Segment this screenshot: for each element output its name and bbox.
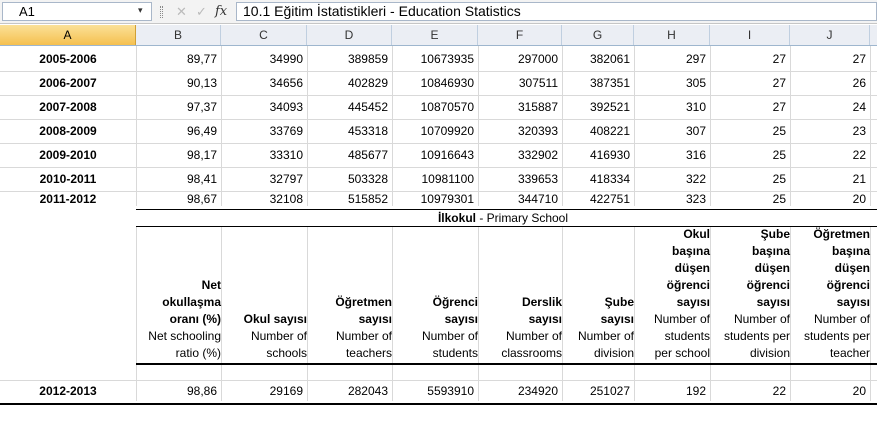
table-bottom-rule	[0, 403, 877, 405]
column-header-h[interactable]: H	[634, 25, 710, 45]
header-tr: Şube	[604, 295, 634, 309]
formula-bar	[0, 0, 877, 24]
cell-c[interactable]: 34093	[269, 100, 303, 114]
cell-j[interactable]: 27	[852, 52, 866, 66]
table-row	[0, 191, 877, 208]
cell-g[interactable]: 408221	[589, 124, 630, 138]
column-header-c[interactable]: C	[221, 25, 307, 45]
cell-e[interactable]: 10870570	[420, 100, 474, 114]
section-title-bold: İlkokul	[437, 211, 476, 225]
column-headers	[0, 25, 877, 46]
cell-g[interactable]: 251027	[589, 384, 630, 398]
header-students[interactable]	[392, 226, 478, 362]
cell-c[interactable]: 33769	[269, 124, 303, 138]
section-title-row	[0, 210, 877, 226]
cell-j[interactable]: 20	[852, 384, 866, 398]
cell-i[interactable]: 27	[772, 52, 786, 66]
column-header-a[interactable]: A	[0, 25, 136, 45]
header-en: Number of	[653, 312, 710, 326]
cell-e[interactable]: 10979301	[420, 192, 474, 206]
header-en: per school	[654, 346, 710, 360]
cell-e[interactable]: 10846930	[420, 76, 474, 90]
cell-f[interactable]: 344710	[517, 192, 558, 206]
cell-j[interactable]: 21	[852, 172, 866, 186]
header-tr: Net	[201, 278, 221, 292]
year-cell[interactable]: 2008-2009	[39, 124, 97, 138]
header-en: Net schooling	[148, 329, 221, 343]
header-classrooms[interactable]	[478, 226, 562, 362]
cell-j[interactable]: 24	[852, 100, 866, 114]
section-title[interactable]	[136, 210, 870, 226]
cell-b[interactable]: 98,41	[186, 172, 217, 186]
header-tr: sayısı	[358, 312, 392, 326]
cell-h[interactable]: 316	[685, 148, 706, 162]
header-tr: sayısı	[676, 295, 710, 309]
formula-bar-splitter[interactable]	[160, 6, 163, 18]
header-en: division	[749, 346, 790, 360]
cancel-icon: ✕	[176, 4, 187, 19]
header-tr: düşen	[674, 261, 710, 275]
cell-b[interactable]: 98,17	[186, 148, 217, 162]
column-header-j[interactable]: J	[790, 25, 870, 45]
cell-d[interactable]: 503328	[347, 172, 388, 186]
table-row	[0, 167, 877, 191]
cell-i[interactable]: 25	[772, 124, 786, 138]
cell-g[interactable]: 416930	[589, 148, 630, 162]
cell-d[interactable]: 389859	[347, 52, 388, 66]
cell-d[interactable]: 515852	[347, 192, 388, 206]
header-tr: sayısı	[600, 312, 634, 326]
header-en: division	[593, 346, 634, 360]
header-en: students	[664, 329, 710, 343]
header-tr: sayısı	[528, 312, 562, 326]
header-en: students	[432, 346, 478, 360]
header-tr: öğrenci	[746, 278, 790, 292]
header-tr: başına	[751, 244, 790, 258]
cell-g[interactable]: 422751	[589, 192, 630, 206]
header-tr: sayısı	[444, 312, 478, 326]
cell-b[interactable]: 98,67	[186, 192, 217, 206]
cell-c[interactable]: 34990	[269, 52, 303, 66]
header-tr: Okul	[683, 227, 710, 241]
header-tr: Öğrenci	[432, 295, 478, 309]
cell-h[interactable]: 305	[685, 76, 706, 90]
header-tr: sayısı	[836, 295, 870, 309]
year-cell[interactable]: 2011-2012	[39, 192, 97, 206]
header-tr: Öğretmen	[813, 227, 870, 241]
cell-g[interactable]: 382061	[589, 52, 630, 66]
column-header-d[interactable]: D	[307, 25, 392, 45]
cell-c[interactable]: 32797	[269, 172, 303, 186]
year-cell[interactable]: 2006-2007	[39, 76, 97, 90]
header-students-per-teacher[interactable]	[790, 226, 870, 362]
cell-g[interactable]: 387351	[589, 76, 630, 90]
cell-j[interactable]: 23	[852, 124, 866, 138]
cell-b[interactable]: 97,37	[186, 100, 217, 114]
cell-b[interactable]: 89,77	[186, 52, 217, 66]
cell-e[interactable]: 10709920	[420, 124, 474, 138]
column-header-k[interactable]	[870, 25, 877, 45]
cell-b[interactable]: 90,13	[186, 76, 217, 90]
cell-i[interactable]: 22	[772, 384, 786, 398]
cell-e[interactable]: 10673935	[420, 52, 474, 66]
cell-i[interactable]: 27	[772, 76, 786, 90]
cell-d[interactable]: 453318	[347, 124, 388, 138]
year-cell[interactable]: 2009-2010	[39, 148, 97, 162]
header-en: Number of	[421, 329, 478, 343]
header-en: ratio (%)	[175, 346, 221, 360]
cell-i[interactable]: 25	[772, 192, 786, 206]
cell-c[interactable]: 32108	[269, 192, 303, 206]
header-teachers[interactable]	[307, 226, 392, 362]
header-tr: düşen	[754, 261, 790, 275]
section-title-rest: - Primary School	[475, 211, 569, 225]
cell-i[interactable]: 25	[772, 148, 786, 162]
header-en: classrooms	[501, 346, 562, 360]
cell-g[interactable]: 418334	[589, 172, 630, 186]
header-tr: öğrenci	[666, 278, 710, 292]
cell-j[interactable]: 20	[852, 192, 866, 206]
formula-input[interactable]: 10.1 Eğitim İstatistikleri - Education Statistics	[236, 2, 877, 21]
table-row	[0, 381, 877, 401]
year-cell[interactable]: 2010-2011	[39, 172, 97, 186]
header-en: students per	[803, 329, 870, 343]
year-cell[interactable]: 2007-2008	[39, 100, 97, 114]
cell-i[interactable]: 27	[772, 100, 786, 114]
cell-h[interactable]: 322	[685, 172, 706, 186]
header-tr: düşen	[834, 261, 870, 275]
cell-i[interactable]: 25	[772, 172, 786, 186]
enter-icon: ✓	[196, 4, 207, 19]
name-box[interactable]: A1	[2, 2, 152, 21]
header-en: students per	[723, 329, 790, 343]
header-en: teacher	[829, 346, 870, 360]
header-schools[interactable]	[221, 226, 307, 362]
header-tr: Okul sayısı	[243, 312, 307, 326]
cell-f[interactable]: 315887	[517, 100, 558, 114]
cell-c[interactable]: 34656	[269, 76, 303, 90]
header-bottom-rule	[136, 363, 877, 365]
header-tr: öğrenci	[826, 278, 870, 292]
header-tr: oranı (%)	[169, 312, 221, 326]
column-header-f[interactable]: F	[478, 25, 562, 45]
header-en: Number of	[505, 329, 562, 343]
cell-d[interactable]: 445452	[347, 100, 388, 114]
header-en: Number of	[335, 329, 392, 343]
cell-e[interactable]: 10916643	[420, 148, 474, 162]
table-row	[0, 119, 877, 143]
header-en: schools	[266, 346, 307, 360]
cell-c[interactable]: 29169	[269, 384, 303, 398]
header-en: teachers	[345, 346, 392, 360]
header-tr: sayısı	[756, 295, 790, 309]
header-tr: başına	[831, 244, 870, 258]
cell-f[interactable]: 320393	[517, 124, 558, 138]
cell-h[interactable]: 310	[685, 100, 706, 114]
cell-g[interactable]: 392521	[589, 100, 630, 114]
cell-h[interactable]: 323	[685, 192, 706, 206]
header-en: Number of	[250, 329, 307, 343]
cell-f[interactable]: 234920	[517, 384, 558, 398]
header-students-per-division[interactable]	[710, 226, 790, 362]
cell-j[interactable]: 26	[852, 76, 866, 90]
header-tr: Derslik	[521, 295, 562, 309]
table-row	[0, 143, 877, 167]
cell-f[interactable]: 339653	[517, 172, 558, 186]
table-row	[0, 95, 877, 119]
cell-h[interactable]: 297	[685, 52, 706, 66]
year-cell[interactable]: 2012-2013	[39, 384, 97, 398]
cell-e[interactable]: 10981100	[421, 172, 474, 186]
header-tr: başına	[671, 244, 710, 258]
cell-e[interactable]: 5593910	[427, 384, 474, 398]
cell-h[interactable]: 307	[685, 124, 706, 138]
cell-d[interactable]: 282043	[347, 384, 388, 398]
column-header-e[interactable]: E	[392, 25, 478, 45]
column-header-i[interactable]: I	[710, 25, 790, 45]
cell-b[interactable]: 98,86	[186, 384, 217, 398]
cell-h[interactable]: 192	[685, 384, 706, 398]
table-row	[0, 47, 877, 71]
cell-d[interactable]: 402829	[347, 76, 388, 90]
cell-j[interactable]: 22	[852, 148, 866, 162]
header-tr: Öğretmen	[335, 295, 392, 309]
cell-b[interactable]: 96,49	[186, 124, 217, 138]
header-en: Number of	[577, 329, 634, 343]
header-en: Number of	[733, 312, 790, 326]
header-tr: Şube	[760, 227, 790, 241]
header-students-per-school[interactable]	[634, 226, 710, 362]
header-division[interactable]	[562, 226, 634, 362]
table-row	[0, 71, 877, 95]
cell-d[interactable]: 485677	[347, 148, 388, 162]
name-box-dropdown-icon[interactable]: ▾	[138, 5, 143, 15]
cell-f[interactable]: 332902	[517, 148, 558, 162]
cell-f[interactable]: 307511	[518, 76, 558, 90]
header-tr: okullaşma	[162, 295, 221, 309]
year-cell[interactable]: 2005-2006	[39, 52, 97, 66]
header-net-schooling[interactable]	[136, 226, 221, 362]
cell-c[interactable]: 33310	[269, 148, 303, 162]
header-en: Number of	[813, 312, 870, 326]
worksheet-grid	[0, 46, 877, 435]
column-header-g[interactable]: G	[562, 25, 634, 45]
insert-function-button[interactable]: fx	[215, 4, 228, 19]
column-header-b[interactable]: B	[136, 25, 221, 45]
cell-f[interactable]: 297000	[517, 52, 558, 66]
